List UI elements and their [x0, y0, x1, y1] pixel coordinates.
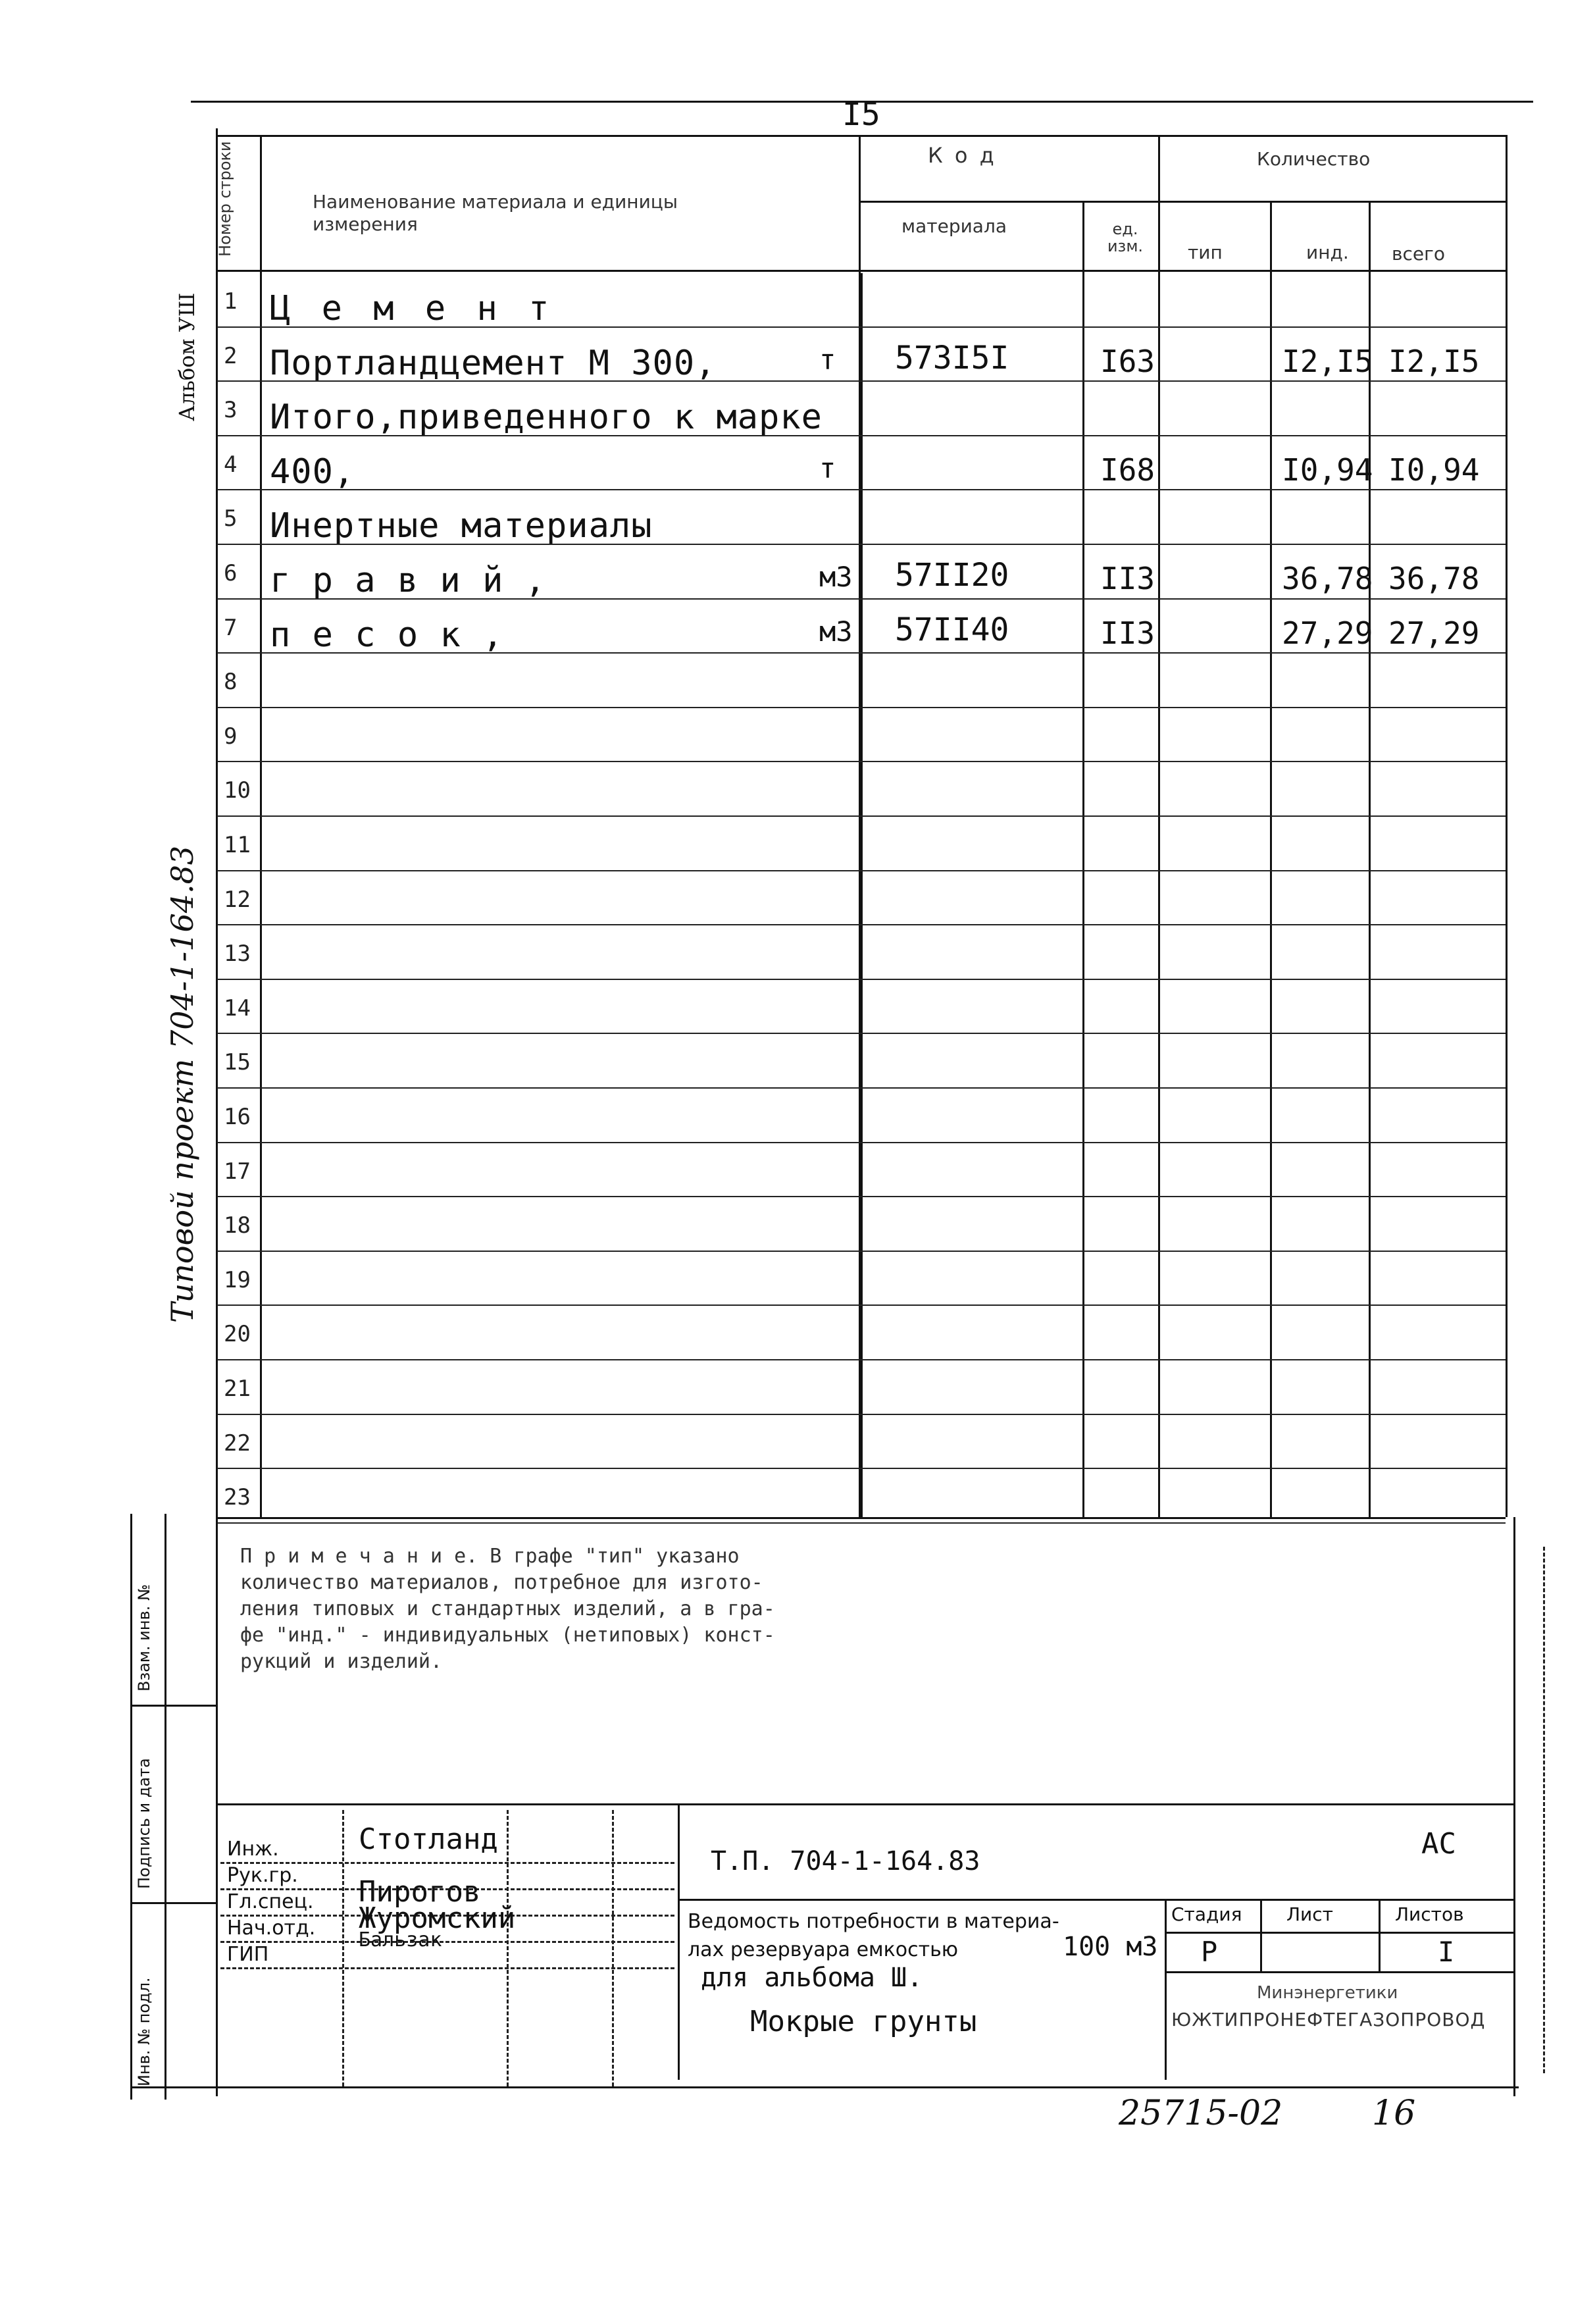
- row-number: 9: [224, 723, 238, 750]
- row-number: 13: [224, 941, 251, 968]
- title-person-name: Стотланд: [359, 1822, 498, 1856]
- note-left-border: [216, 1517, 218, 2096]
- title-role: Инж.: [227, 1838, 279, 1861]
- title-role: Рук.гр.: [227, 1864, 298, 1887]
- row-separator: [217, 1196, 1506, 1197]
- row-number: 5: [224, 505, 238, 532]
- stage-row-line: [1165, 1932, 1513, 1934]
- row-separator: [217, 761, 1506, 762]
- row-number: 4: [224, 451, 238, 478]
- material-name: Итого,приведенного к марке: [270, 398, 823, 438]
- org-ministry: Минэнергетики: [1257, 1983, 1398, 2003]
- row-number: 10: [224, 777, 251, 804]
- row-number: 12: [224, 886, 251, 913]
- row-separator: [217, 435, 1506, 436]
- row-number: 21: [224, 1376, 251, 1402]
- row-number: 6: [224, 560, 238, 586]
- stamp-sep1: [130, 1705, 216, 1707]
- sheets-label: Листов: [1395, 1903, 1464, 1925]
- row-number: 20: [224, 1321, 251, 1348]
- row-separator: [217, 1304, 1506, 1306]
- unit-code: I63: [1100, 343, 1155, 379]
- footer-sheet-number: 16: [1372, 2094, 1416, 2133]
- note-line: количество материалов, потребное для изгото-: [240, 1571, 763, 1594]
- row-number: 3: [224, 397, 238, 424]
- project-label: Типовой проект 704-1-164.83: [165, 845, 200, 1323]
- row-separator: [217, 815, 1506, 817]
- header-total: всего: [1392, 243, 1445, 265]
- note-line: фе "инд." - индивидуальных (нетиповых) конст-: [240, 1624, 775, 1647]
- stamp-sep2: [130, 1902, 216, 1904]
- qty-individual: I2,I5: [1282, 343, 1373, 379]
- note-right-border: [1513, 1517, 1515, 2096]
- row-separator: [217, 1087, 1506, 1089]
- material-code: 57II40: [895, 611, 1009, 648]
- stamp-strip-mid: [165, 1514, 166, 2100]
- header-indiv: инд.: [1306, 242, 1349, 263]
- qty-total: I2,I5: [1388, 343, 1480, 379]
- col-sep-name-bold: [861, 273, 863, 1517]
- row-number: 8: [224, 669, 238, 696]
- org-institute: ЮЖТИПРОНЕФТЕГАЗОПРОВОД: [1171, 2009, 1486, 2030]
- title-capacity: 100 м3: [1063, 1932, 1158, 1962]
- row-number: 14: [224, 994, 251, 1021]
- row-number: 19: [224, 1266, 251, 1293]
- title-line3: для альбома Ш.: [701, 1963, 923, 1993]
- row-separator: [217, 1468, 1506, 1469]
- row-number: 11: [224, 832, 251, 858]
- title-role: Нач.отд.: [227, 1917, 316, 1940]
- title-sign-sep: [612, 1810, 614, 2086]
- header-code: К о д: [928, 143, 997, 168]
- title-person-name: Бальзак: [359, 1928, 442, 1951]
- row-number: 15: [224, 1049, 251, 1076]
- title-name-sep: [507, 1810, 509, 2086]
- title-block-mid: [678, 1899, 1513, 1901]
- page-number: I5: [842, 96, 880, 133]
- row-number: 17: [224, 1158, 251, 1185]
- stage-label: Стадия: [1171, 1903, 1242, 1925]
- stamp-podpis: Подпись и дата: [135, 1758, 153, 1889]
- stage-value-line: [1165, 1971, 1513, 1973]
- row-number: 18: [224, 1212, 251, 1239]
- title-role: Гл.спец.: [227, 1890, 314, 1913]
- row-separator: [217, 380, 1506, 382]
- row-separator: [217, 489, 1506, 490]
- material-unit: м3: [819, 561, 853, 593]
- qty-individual: 36,78: [1282, 561, 1373, 596]
- row-separator: [217, 707, 1506, 708]
- album-label: Альбом УШ: [174, 292, 199, 421]
- title-person-name: Пирогов: [359, 1875, 481, 1909]
- row-separator: [217, 326, 1506, 328]
- col-sep-unit: [1158, 135, 1160, 1517]
- title-block-top: [216, 1803, 1513, 1805]
- material-code: 573I5I: [895, 339, 1009, 376]
- material-unit: т: [819, 343, 836, 376]
- row-number: 23: [224, 1484, 251, 1511]
- title-row-line: [220, 1941, 674, 1943]
- row-separator: [217, 1359, 1506, 1360]
- title-block-sep: [678, 1803, 680, 2080]
- stage-col-sep2: [1379, 1899, 1381, 1971]
- right-edge-dash: [1543, 1547, 1545, 2073]
- row-separator: [217, 1251, 1506, 1252]
- title-line2: лах резервуара емкостью: [688, 1938, 959, 1961]
- material-name: п е с о к ,: [270, 615, 504, 655]
- header-name-col: Наименование материала и единицы измерения: [313, 191, 678, 235]
- table-top-border: [216, 135, 1506, 137]
- title-row-line: [220, 1967, 674, 1969]
- row-separator: [217, 1522, 1506, 1524]
- col-sep-rownum: [260, 135, 262, 1517]
- row-separator: [217, 870, 1506, 871]
- stamp-strip-left: [130, 1514, 132, 2100]
- row-number: 22: [224, 1430, 251, 1457]
- header-material: материала: [901, 215, 1007, 237]
- sheet-label: Лист: [1286, 1903, 1333, 1925]
- archive-number: 25715-02: [1119, 2094, 1283, 2133]
- unit-code: II3: [1100, 561, 1155, 596]
- qty-individual: I0,94: [1282, 452, 1373, 488]
- material-name: г р а в и й ,: [270, 561, 546, 600]
- table-right-border: [1506, 135, 1508, 1517]
- material-code: 57II20: [895, 557, 1009, 594]
- row-number: 2: [224, 342, 238, 369]
- material-unit: м3: [819, 615, 853, 648]
- bottom-border: [130, 2086, 1519, 2088]
- row-separator: [217, 1033, 1506, 1034]
- header-type: тип: [1188, 242, 1223, 263]
- stamp-inv: Инв. № подл.: [135, 1977, 153, 2086]
- title-role: ГИП: [227, 1943, 269, 1966]
- material-name: 400,: [270, 452, 355, 492]
- col-sep-type: [1270, 201, 1272, 1517]
- row-separator: [217, 598, 1506, 600]
- stamp-vzam: Взам. инв. №: [135, 1584, 153, 1691]
- material-name: Портландцемент М 300,: [270, 343, 717, 383]
- qty-individual: 27,29: [1282, 615, 1373, 651]
- material-unit: т: [819, 452, 836, 484]
- col-sep-indiv: [1369, 201, 1371, 1517]
- qty-total: I0,94: [1388, 452, 1480, 488]
- header-unit: ед. изм.: [1107, 220, 1144, 255]
- header-row-no: Номер строки: [216, 141, 234, 257]
- row-separator: [217, 544, 1506, 545]
- material-name: Инертные материалы: [270, 506, 653, 546]
- title-role-sep: [342, 1810, 344, 2086]
- note-line: ления типовых и стандартных изделий, а в гра-: [240, 1597, 775, 1620]
- row-number: 16: [224, 1104, 251, 1130]
- table-bottom-border: [216, 1517, 1506, 1519]
- stage-value: Р: [1201, 1936, 1218, 1968]
- note-line: П р и м е ч а н и е. В графе "тип" указано: [240, 1545, 740, 1568]
- title-line1: Ведомость потребности в материа-: [688, 1910, 1059, 1933]
- unit-code: I68: [1100, 452, 1155, 488]
- row-number: 1: [224, 288, 238, 315]
- row-separator: [217, 1414, 1506, 1415]
- stage-col-sep1: [1260, 1899, 1262, 1971]
- note-line: рукций и изделий.: [240, 1650, 443, 1673]
- col-sep-code: [1082, 201, 1084, 1517]
- header-bottom-line: [216, 270, 1506, 272]
- table-left-border: [216, 128, 218, 1517]
- row-separator: [217, 924, 1506, 925]
- material-name: Ц е м е н т: [270, 289, 555, 328]
- row-separator: [217, 652, 1506, 654]
- qty-total: 27,29: [1388, 615, 1480, 651]
- doc-mark: АС: [1421, 1827, 1456, 1861]
- sheets-value: I: [1438, 1936, 1455, 1968]
- doc-code: Т.П. 704-1-164.83: [711, 1846, 980, 1876]
- unit-code: II3: [1100, 615, 1155, 651]
- row-separator: [217, 1142, 1506, 1143]
- header-mid-line: [859, 201, 1506, 203]
- qty-total: 36,78: [1388, 561, 1480, 596]
- title-person-name: Журомский: [359, 1901, 516, 1935]
- row-separator: [217, 979, 1506, 980]
- row-number: 7: [224, 614, 238, 641]
- title-block-stage-sep: [1165, 1899, 1167, 2080]
- header-qty: Количество: [1257, 148, 1371, 170]
- title-line4: Мокрые грунты: [750, 2005, 977, 2038]
